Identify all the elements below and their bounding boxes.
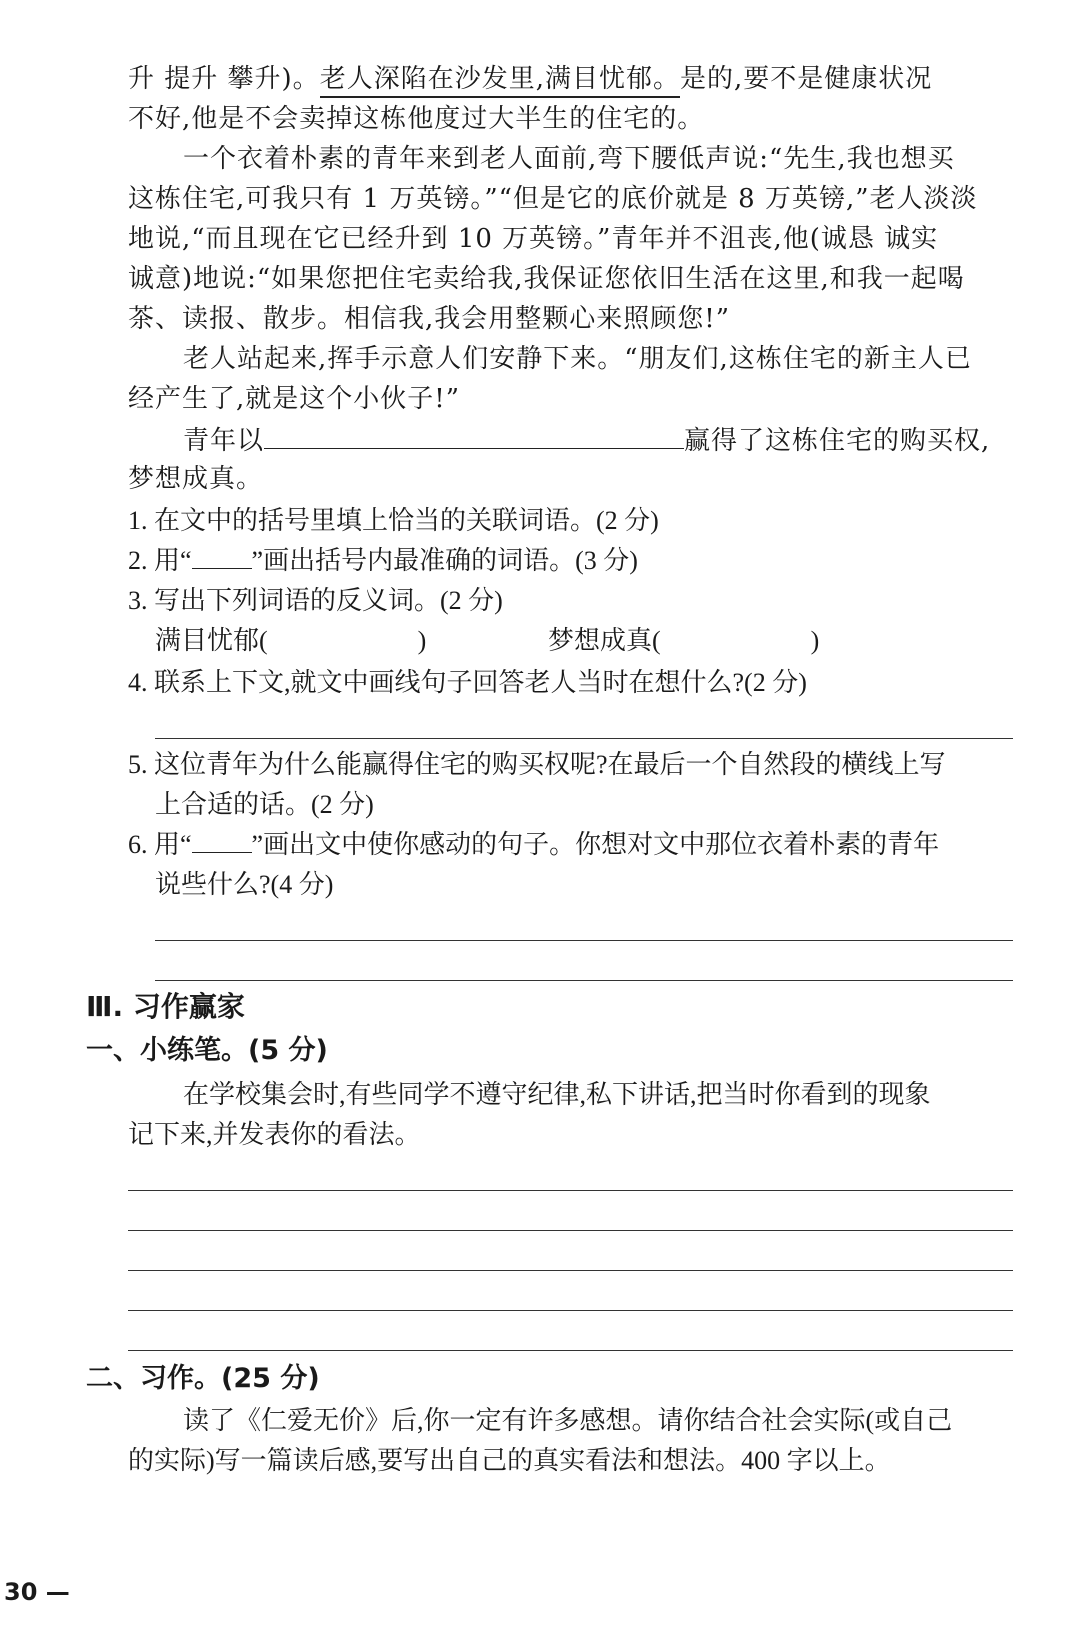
part-1-prompt-line-2: 记下来,并发表你的看法。 [128,1120,421,1149]
answer-blank[interactable] [264,422,684,449]
passage-line-11: 梦想成真。 [128,464,264,494]
answer-line[interactable] [155,980,1013,981]
passage-line-8: 老人站起来,挥手示意人们安静下来。“朋友们,这栋住宅的新主人已 [183,344,972,374]
part-1-prompt-line-1: 在学校集会时,有些同学不遵守纪律,私下讲话,把当时你看到的现象 [183,1080,931,1109]
question-4: 4. 联系上下文,就文中画线句子回答老人当时在想什么?(2 分) [128,668,807,697]
section-title: Ⅲ. 习作赢家 [86,990,245,1023]
question-text: ”画出括号内最准确的词语。(3 分) [251,546,638,575]
antonym-item-2 [548,624,819,658]
part-2-prompt-line-1: 读了《仁爱无价》后,你一定有许多感想。请你结合社会实际(或自己 [183,1406,953,1435]
passage-line-4: 这栋住宅,可我只有 1 万英镑。”“但是它的底价就是 8 万英镑,”老人淡淡 [128,184,978,214]
passage-text: 是的,要不是健康状况 [679,64,933,94]
passage-line-10 [183,422,990,458]
passage-line-7: 茶、读报、散步。相信我,我会用整颗心来照顾您!” [128,304,731,334]
passage-text: 升 提升 攀升)。 [128,64,320,94]
question-5-line-2: 上合适的话。(2 分) [155,790,374,819]
writing-line[interactable] [128,1270,1013,1271]
question-5-line-1: 5. 这位青年为什么能赢得住宅的购买权呢?在最后一个自然段的横线上写 [128,750,946,779]
part-1-title: 一、小练笔。(5 分) [86,1035,328,1066]
antonym-word: 梦想成真( [548,626,661,655]
question-text: 6. 用“ [128,830,192,859]
paren: ) [417,626,427,655]
passage-line-5: 地说,“而且现在它已经升到 10 万英镑。”青年并不沮丧,他(诚恳 诚实 [128,224,939,254]
passage-line-2: 不好,他是不会卖掉这栋他度过大半生的住宅的。 [128,104,705,134]
passage-line-1 [128,62,932,96]
question-1: 1. 在文中的括号里填上恰当的关联词语。(2 分) [128,506,659,535]
question-2 [128,544,638,578]
antonym-item-1 [155,624,426,658]
underlined-sentence: 老人深陷在沙发里,满目忧郁。 [320,64,680,98]
writing-line[interactable] [128,1350,1013,1351]
passage-line-9: 经产生了,就是这个小伙子!” [128,384,461,414]
writing-line[interactable] [128,1310,1013,1311]
writing-line[interactable] [128,1190,1013,1191]
passage-line-6: 诚意)地说:“如果您把住宅卖给我,我保证您依旧生活在这里,和我一起喝 [128,264,965,294]
part-2-title: 二、习作。(25 分) [86,1363,320,1394]
question-3: 3. 写出下列词语的反义词。(2 分) [128,586,503,615]
part-2-prompt-line-2: 的实际)写一篇读后感,要写出自己的真实看法和想法。400 字以上。 [128,1446,891,1475]
answer-line[interactable] [155,940,1013,941]
writing-line[interactable] [128,1230,1013,1231]
answer-line[interactable] [155,738,1013,739]
paren: ) [810,626,820,655]
question-6-line-2: 说些什么?(4 分) [155,870,334,899]
question-6 [128,828,939,862]
page-number: 30 — [4,1578,70,1606]
question-text: 2. 用“ [128,546,192,575]
passage-text: 青年以 [183,426,265,456]
question-text: ”画出文中使你感动的句子。你想对文中那位衣着朴素的青年 [251,830,940,859]
passage-text: 赢得了这栋住宅的购买权, [684,426,991,456]
underline-mark [192,548,252,569]
passage-line-3: 一个衣着朴素的青年来到老人面前,弯下腰低声说:“先生,我也想买 [183,144,955,174]
antonym-word: 满目忧郁( [155,626,268,655]
underline-mark [192,832,252,853]
